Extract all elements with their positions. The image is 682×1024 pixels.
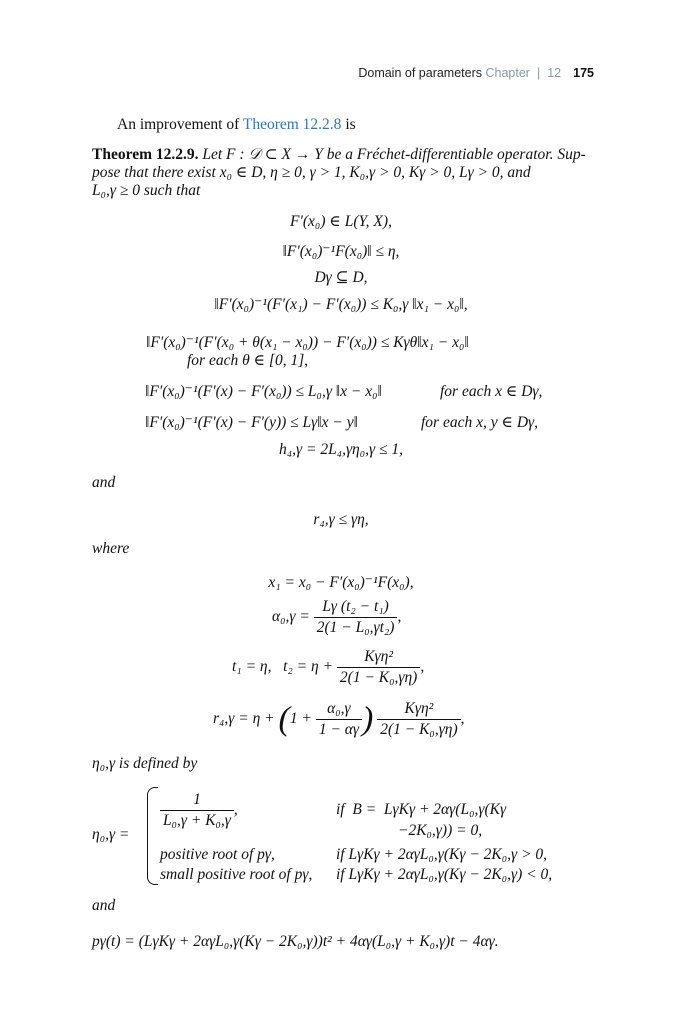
case-2-value: positive root of pγ, [160,846,275,863]
alpha-denominator: 2(1 − L₀,γt₂) [314,617,398,638]
theorem-label: Theorem 12.2.9. [92,146,199,163]
polynomial-definition: pγ(t) = (LγKγ + 2αγL₀,γ(Kγ − 2K₀,γ))t² + 4αγ(L₀,γ + K₀,γ)t − 4αγ. [92,933,499,950]
condition-5-qualifier: for each θ ∈ [0, 1], [187,352,309,369]
header-chapter: Chapter [485,66,530,80]
intro-text: An improvement of [117,116,243,133]
condition-6: ‖F′(x₀)⁻¹(F′(x) − F′(x₀)) ≤ L₀,γ ‖x − x₀‖ [145,383,382,400]
case-1-denominator: L₀,γ + K₀,γ [160,810,234,831]
theorem-line-2: pose that there exist x₀ ∈ D, η ≥ 0, γ > 1, K₀,γ > 0, Kγ > 0, Lγ > 0, and [92,164,531,181]
cases-lhs: η₀,γ = [92,826,130,843]
case-3-condition: if LγKγ + 2αγL₀,γ(Kγ − 2K₀,γ) < 0, [336,866,553,883]
theorem-line-3: L₀,γ ≥ 0 such that [92,182,201,199]
case-1-fraction [160,790,234,831]
alpha-numerator: Lγ (t₂ − t₁) [322,598,389,615]
header-title: Domain of parameters [358,66,483,80]
alpha-fraction [314,597,398,638]
case-1-value: $\frac{1}{\text{L₀,γ + K₀,γ}}$ , [160,790,238,831]
eta-definition-intro: η₀,γ is defined by [92,755,198,772]
r-one-plus: 1 + [289,710,312,728]
condition-5: ‖F′(x₀)⁻¹(F′(x₀ + θ(x₁ − x₀)) − F′(x₀)) ≤ Kγθ‖x₁ − x₀‖ [146,334,469,351]
alpha-definition: α₀,γ = $\frac{\text{Lγ (t₂ − t₁)}}{\text{2(1 − L₀,γt₂)}}$ , [272,598,402,636]
t-definition: t₁ = η, t₂ = η + $\frac{\text{Kγη²}}{\text{2(1 − K₀,γη)}}$ , [232,648,425,686]
condition-7: ‖F′(x₀)⁻¹(F′(x) − F′(y)) ≤ Lγ‖x − y‖ [145,414,358,431]
x1-definition: x₁ = x₀ − F′(x₀)⁻¹F(x₀), [268,574,414,591]
r-inner-fraction [316,699,362,740]
condition-7-qualifier: for each x, y ∈ Dγ, [421,414,539,431]
and-label-1: and [92,474,116,491]
t-fraction [337,647,420,688]
running-header [358,66,594,80]
r-inner-numerator: α₀,γ [327,700,351,717]
right-paren: ) [362,700,374,738]
t-numerator: Kγη² [364,648,394,665]
case-1-condition-b: −2K₀,γ)) = 0, [398,822,483,839]
condition-6-qualifier: for each x ∈ Dγ, [440,383,543,400]
theorem-line-1 [92,145,586,165]
condition-4: ‖F′(x₀)⁻¹(F′(x₁) − F′(x₀)) ≤ K₀,γ ‖x₁ − x₀‖, [214,296,468,313]
intro-line [117,115,356,135]
case-1-condition-a: if B = LγKγ + 2αγ(L₀,γ(Kγ [336,801,507,818]
condition-8: h₄,γ = 2L₄,γη₀,γ ≤ 1, [278,441,403,458]
header-chapter-number: 12 [547,66,562,80]
condition-3: Dγ ⊆ D, [314,269,368,286]
condition-2: ‖F′(x₀)⁻¹F(x₀)‖ ≤ η, [282,243,400,260]
left-paren: ( [278,700,290,738]
where-label: where [92,540,130,557]
case-1-numerator: 1 [193,791,201,808]
r-outer-fraction [377,699,460,740]
r-inner-denominator: 1 − αγ [316,719,362,740]
alpha-lhs: α₀,γ = [272,608,310,626]
r-outer-denominator: 2(1 − K₀,γη) [377,719,460,740]
r-outer-numerator: Kγη² [404,700,434,717]
t-lhs: t₁ = η, t₂ = η + [232,658,334,676]
case-3-value: small positive root of pγ, [160,866,313,883]
condition-1: F′(x₀) ∈ L(Y, X), [290,213,392,230]
theorem-link[interactable]: Theorem 12.2.8 [242,116,342,133]
and-label-2: and [92,897,116,914]
theorem-text-1: Let F : 𝒟 ⊂ X → Y be a Fréchet-differentiable operator. Sup- [202,146,586,163]
case-2-condition: if LγKγ + 2αγL₀,γ(Kγ − 2K₀,γ > 0, [336,846,547,863]
cases-brace [147,787,158,885]
radius-condition: r₄,γ ≤ γη, [313,511,369,528]
r-lhs: r₄,γ = η + [213,710,275,728]
r-definition: r₄,γ = η + (1 + $\frac{\text{α₀,γ}}{1 - \alpha\gamma}$ ) $\frac{\text{Kγη²}}{\text{2(1 − K₀,γη)}}$ , [213,700,465,738]
intro-text-end: is [341,116,356,133]
t-denominator: 2(1 − K₀,γη) [337,667,420,688]
header-separator: | [536,66,541,80]
page-number: 175 [573,66,594,80]
